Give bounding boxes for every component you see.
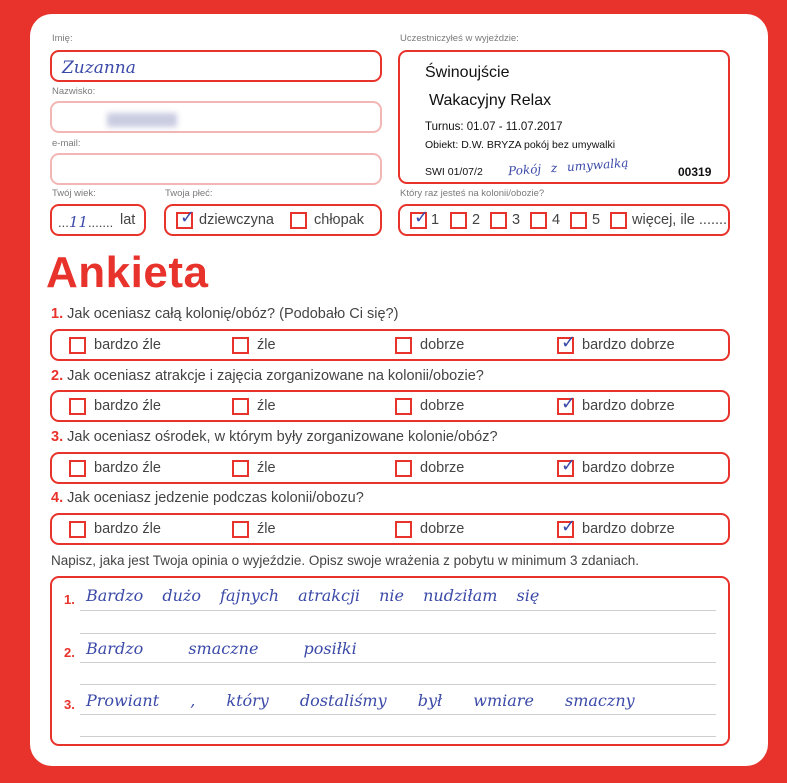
times-checkbox-4[interactable] [530, 212, 547, 229]
q1-checkbox-bad[interactable] [232, 337, 249, 354]
times-option-3: 3 [512, 212, 521, 228]
q2-checkbox-bad[interactable] [232, 398, 249, 415]
gender-checkbox-girl[interactable] [176, 207, 196, 229]
q1-checkbox-very-good[interactable] [557, 332, 577, 354]
answer-row-2 [50, 390, 730, 422]
q2-checkbox-very-bad[interactable] [69, 398, 86, 415]
answer-3-number: 3. [64, 697, 75, 712]
q1-checkbox-very-bad[interactable] [69, 337, 86, 354]
times-option-more: więcej, ile ....... [632, 212, 728, 228]
question-3: 3. Jak oceniasz ośrodek, w którym były zorganizowane kolonie/obóz? [51, 429, 498, 445]
opinion-prompt: Napisz, jaka jest Twoja opinia o wyjeździe. Opisz swoje wrażenia z pobytu w minimum 3 zdaniach. [51, 553, 640, 568]
q2-option-very-bad: bardzo źle [94, 398, 161, 414]
age-dots-before: ... [58, 215, 69, 230]
q4-checkbox-bad[interactable] [232, 521, 249, 538]
answer-row-4 [50, 513, 730, 545]
q4-checkbox-very-good[interactable] [557, 516, 577, 538]
trip-info-box [398, 50, 730, 184]
answer-1-number: 1. [64, 592, 75, 607]
answer-row-3 [50, 452, 730, 484]
answer-2-number: 2. [64, 645, 75, 660]
times-checkbox-2[interactable] [450, 212, 467, 229]
trip-place: Świnoujście [425, 64, 510, 81]
answer-line [80, 662, 716, 663]
trip-code: SWI 01/07/2 [425, 166, 483, 178]
times-option-1: 1 [431, 212, 440, 228]
trip-turnus [425, 121, 562, 133]
age-field[interactable] [50, 204, 146, 236]
name-value: Zuzanna [62, 58, 136, 78]
surname-field[interactable] [50, 101, 382, 133]
q2-option-bad: źle [257, 398, 276, 414]
age-value: 11 [68, 213, 88, 231]
gender-checkbox-boy[interactable] [290, 212, 307, 229]
q4-option-very-good: bardzo dobrze [582, 521, 675, 537]
answer-2-text: Bardzo smaczne posiłki [86, 639, 357, 658]
times-option-5: 5 [592, 212, 601, 228]
question-4: 4. Jak oceniasz jedzenie podczas kolonii/obozu? [51, 490, 364, 506]
times-checkbox-more[interactable] [610, 212, 627, 229]
q3-checkbox-bad[interactable] [232, 460, 249, 477]
survey-title: Ankieta [46, 248, 209, 297]
answer-3-text: Prowiant , który dostaliśmy był wmiare smaczny [86, 691, 635, 710]
q1-option-good: dobrze [420, 337, 465, 353]
check-mark-icon: ✓ [561, 393, 577, 414]
answer-line [80, 633, 716, 634]
q3-option-good: dobrze [420, 460, 465, 476]
q4-option-very-bad: bardzo źle [94, 521, 161, 537]
age-unit: lat [120, 212, 136, 228]
q3-option-very-bad: bardzo źle [94, 460, 161, 476]
q4-checkbox-very-bad[interactable] [69, 521, 86, 538]
q2-option-good: dobrze [420, 398, 465, 414]
check-mark-icon: ✓ [561, 332, 577, 353]
trip-obiekt [425, 139, 615, 151]
times-checkbox-5[interactable] [570, 212, 587, 229]
gender-field [164, 204, 382, 236]
name-label: Imię: [52, 33, 73, 44]
trip-handnote: Pokój z umywalką [507, 155, 629, 179]
trip-number: 00319 [678, 165, 712, 179]
times-option-2: 2 [472, 212, 481, 228]
email-field[interactable] [50, 153, 382, 185]
times-checkbox-3[interactable] [490, 212, 507, 229]
times-field [398, 204, 730, 236]
q4-option-bad: źle [257, 521, 276, 537]
turnus-value: 01.07 - 11.07.2017 [466, 121, 563, 133]
check-mark-icon: ✓ [414, 207, 430, 228]
answer-line [80, 684, 716, 685]
q2-checkbox-good[interactable] [395, 398, 412, 415]
answer-1-text: Bardzo dużo fajnych atrakcji nie nudziłam się [86, 586, 540, 605]
gender-label: Twoja płeć: [165, 188, 213, 199]
q3-option-very-good: bardzo dobrze [582, 460, 675, 476]
q2-checkbox-very-good[interactable] [557, 393, 577, 415]
age-dots-after: ....... [87, 215, 114, 230]
trip-label: Uczestniczyłeś w wyjeździe: [400, 33, 519, 44]
name-field[interactable] [50, 50, 382, 82]
redacted-surname [107, 113, 177, 127]
trip-name: Wakacyjny Relax [429, 92, 552, 109]
q1-option-bad: źle [257, 337, 276, 353]
q4-option-good: dobrze [420, 521, 465, 537]
q1-option-very-bad: bardzo źle [94, 337, 161, 353]
check-mark-icon: ✓ [561, 516, 577, 537]
q3-checkbox-very-bad[interactable] [69, 460, 86, 477]
answer-line [80, 714, 716, 715]
turnus-label: Turnus: [425, 121, 464, 133]
q3-checkbox-good[interactable] [395, 460, 412, 477]
question-2: 2. Jak oceniasz atrakcje i zajęcia zorganizowane na kolonii/obozie? [51, 368, 484, 384]
q3-checkbox-very-good[interactable] [557, 455, 577, 477]
obiekt-value: D.W. BRYZA pokój bez umywalki [461, 139, 616, 151]
q4-checkbox-good[interactable] [395, 521, 412, 538]
gender-option-girl: dziewczyna [199, 212, 274, 228]
times-option-4: 4 [552, 212, 561, 228]
question-1: 1. Jak oceniasz całą kolonię/obóz? (Podobało Ci się?) [51, 306, 399, 322]
answer-line [80, 610, 716, 611]
check-mark-icon: ✓ [180, 207, 196, 228]
age-label: Twój wiek: [52, 188, 96, 199]
obiekt-label: Obiekt: [425, 139, 459, 151]
answer-row-1 [50, 329, 730, 361]
gender-option-boy: chłopak [314, 212, 364, 228]
q2-option-very-good: bardzo dobrze [582, 398, 675, 414]
surname-label: Nazwisko: [52, 86, 96, 97]
times-label: Który raz jesteś na kolonii/obozie? [400, 188, 545, 199]
q1-option-very-good: bardzo dobrze [582, 337, 675, 353]
check-mark-icon: ✓ [561, 455, 577, 476]
q3-option-bad: źle [257, 460, 276, 476]
times-checkbox-1[interactable] [410, 207, 430, 229]
answer-line [80, 736, 716, 737]
q1-checkbox-good[interactable] [395, 337, 412, 354]
email-label: e-mail: [52, 138, 81, 149]
